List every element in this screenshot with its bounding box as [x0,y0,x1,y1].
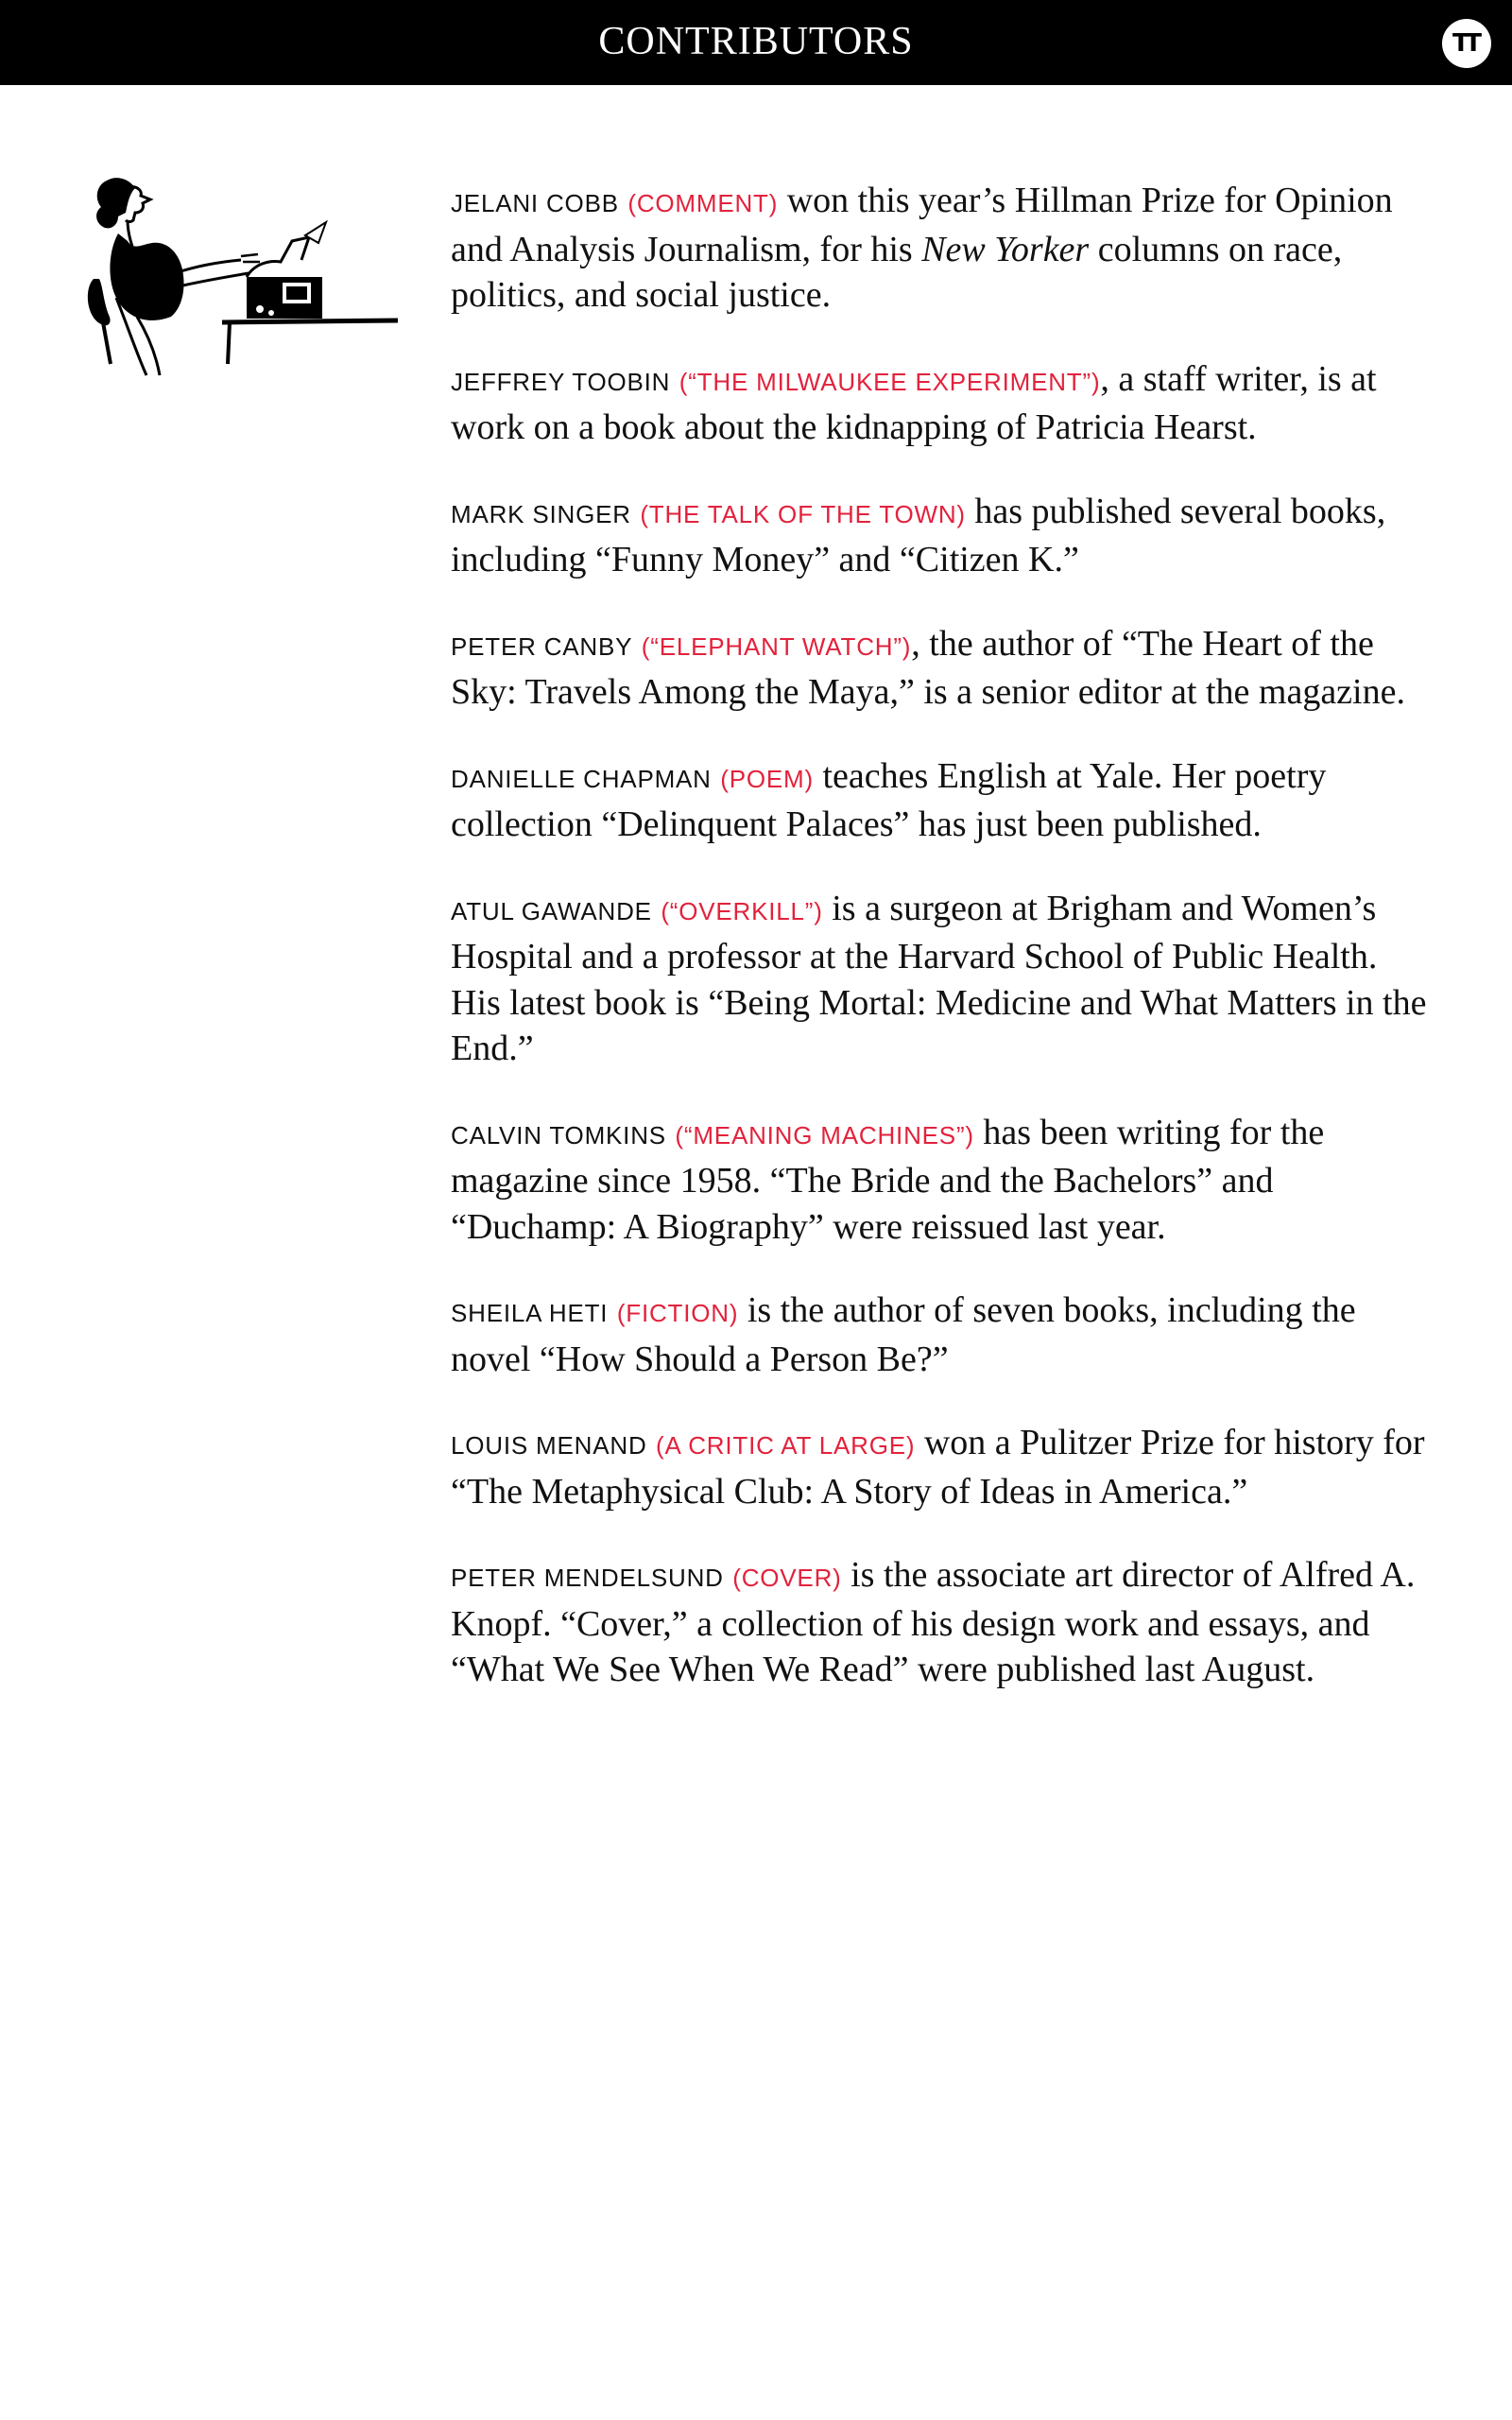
contributor-bio: columns on race, politics, and social justice. [451,229,1343,315]
contributor-section[interactable]: (COMMENT) [627,189,779,217]
contributor-entry [451,1420,1434,1514]
page-title: CONTRIBUTORS [598,20,914,63]
contributor-section[interactable]: (“MEANING MACHINES”) [675,1120,974,1150]
contributor-bio: is a surgeon at Brigham and Women’s Hospital and a professor at the Harvard School of Public Health. His latest book is “Being Mortal: Medicine and What Matters in the End.” [451,888,1427,1068]
publication-name: New Yorker [921,229,1090,269]
contributor-name: JEFFREY TOOBIN [451,367,671,396]
contributor-section[interactable]: (FICTION) [616,1299,739,1327]
contributor-bio: teaches English at Yale. Her poetry collection “Delinquent Palaces” has just been published. [451,755,1327,844]
contributor-entry [451,886,1434,1072]
contributor-name: LOUIS MENAND [451,1431,647,1460]
contributor-bio: has been writing for the magazine since 1958. “The Bride and the Bachelors” and “Duchamp: A Biography” were reissued last year. [451,1112,1325,1247]
contributor-name: CALVIN TOMKINS [451,1120,666,1150]
contributor-name: JELANI COBB [451,189,619,217]
contributor-entry [451,621,1434,716]
contributor-name: DANIELLE CHAPMAN [451,764,712,793]
contributor-entry [451,1110,1434,1251]
contributor-section[interactable]: (COVER) [732,1564,842,1592]
contributor-section[interactable]: (“ELEPHANT WATCH”) [641,631,912,661]
contributors-list [451,178,1434,1731]
contributor-section[interactable]: (“OVERKILL”) [661,896,823,925]
contributor-name: PETER MENDELSUND [451,1564,724,1592]
contributor-section[interactable]: (A CRITIC AT LARGE) [656,1431,916,1460]
contributor-bio: won this year’s Hillman Prize for Opinion and Analysis Journalism, for his [451,181,1393,269]
contributor-entry [451,1288,1434,1382]
contributor-bio: won a Pulitzer Prize for history for “The Metaphysical Club: A Story of Ideas in America.” [451,1423,1425,1512]
contributor-name: MARK SINGER [451,499,631,528]
contributor-entry [451,489,1434,583]
contributor-bio: is the associate art director of Alfred A. Knopf. “Cover,” a collection of his design work and essays, and “What We See When We Read” were published last August. [451,1555,1416,1689]
contributor-bio: , a staff writer, is at work on a book about the kidnapping of Patricia Hearst. [451,358,1377,447]
contributor-section[interactable]: (POEM) [720,764,814,793]
contributor-entry [451,1552,1434,1693]
contributor-bio: , the author of “The Heart of the Sky: Travels Among the Maya,” is a senior editor at the magazine. [451,623,1405,712]
contributor-section[interactable]: (“THE MILWAUKEE EXPERIMENT”) [679,367,1101,396]
contributor-bio: is the author of seven books, including the novel “How Should a Person Be?” [451,1290,1356,1379]
contributor-name: ATUL GAWANDE [451,896,652,925]
text-size-button[interactable]: TT [1442,19,1491,68]
contributor-entry [451,753,1434,848]
contributor-name: SHEILA HETI [451,1299,609,1327]
contributor-entry [451,356,1434,451]
contributor-entry [451,178,1434,319]
contributor-section[interactable]: (THE TALK OF THE TOWN) [640,499,966,528]
contributor-name: PETER CANBY [451,631,633,661]
top-bar [0,0,1512,85]
typewriter-woman-illustration [80,175,402,383]
contributor-bio: has published several books, including “Funny Money” and “Citizen K.” [451,491,1386,579]
